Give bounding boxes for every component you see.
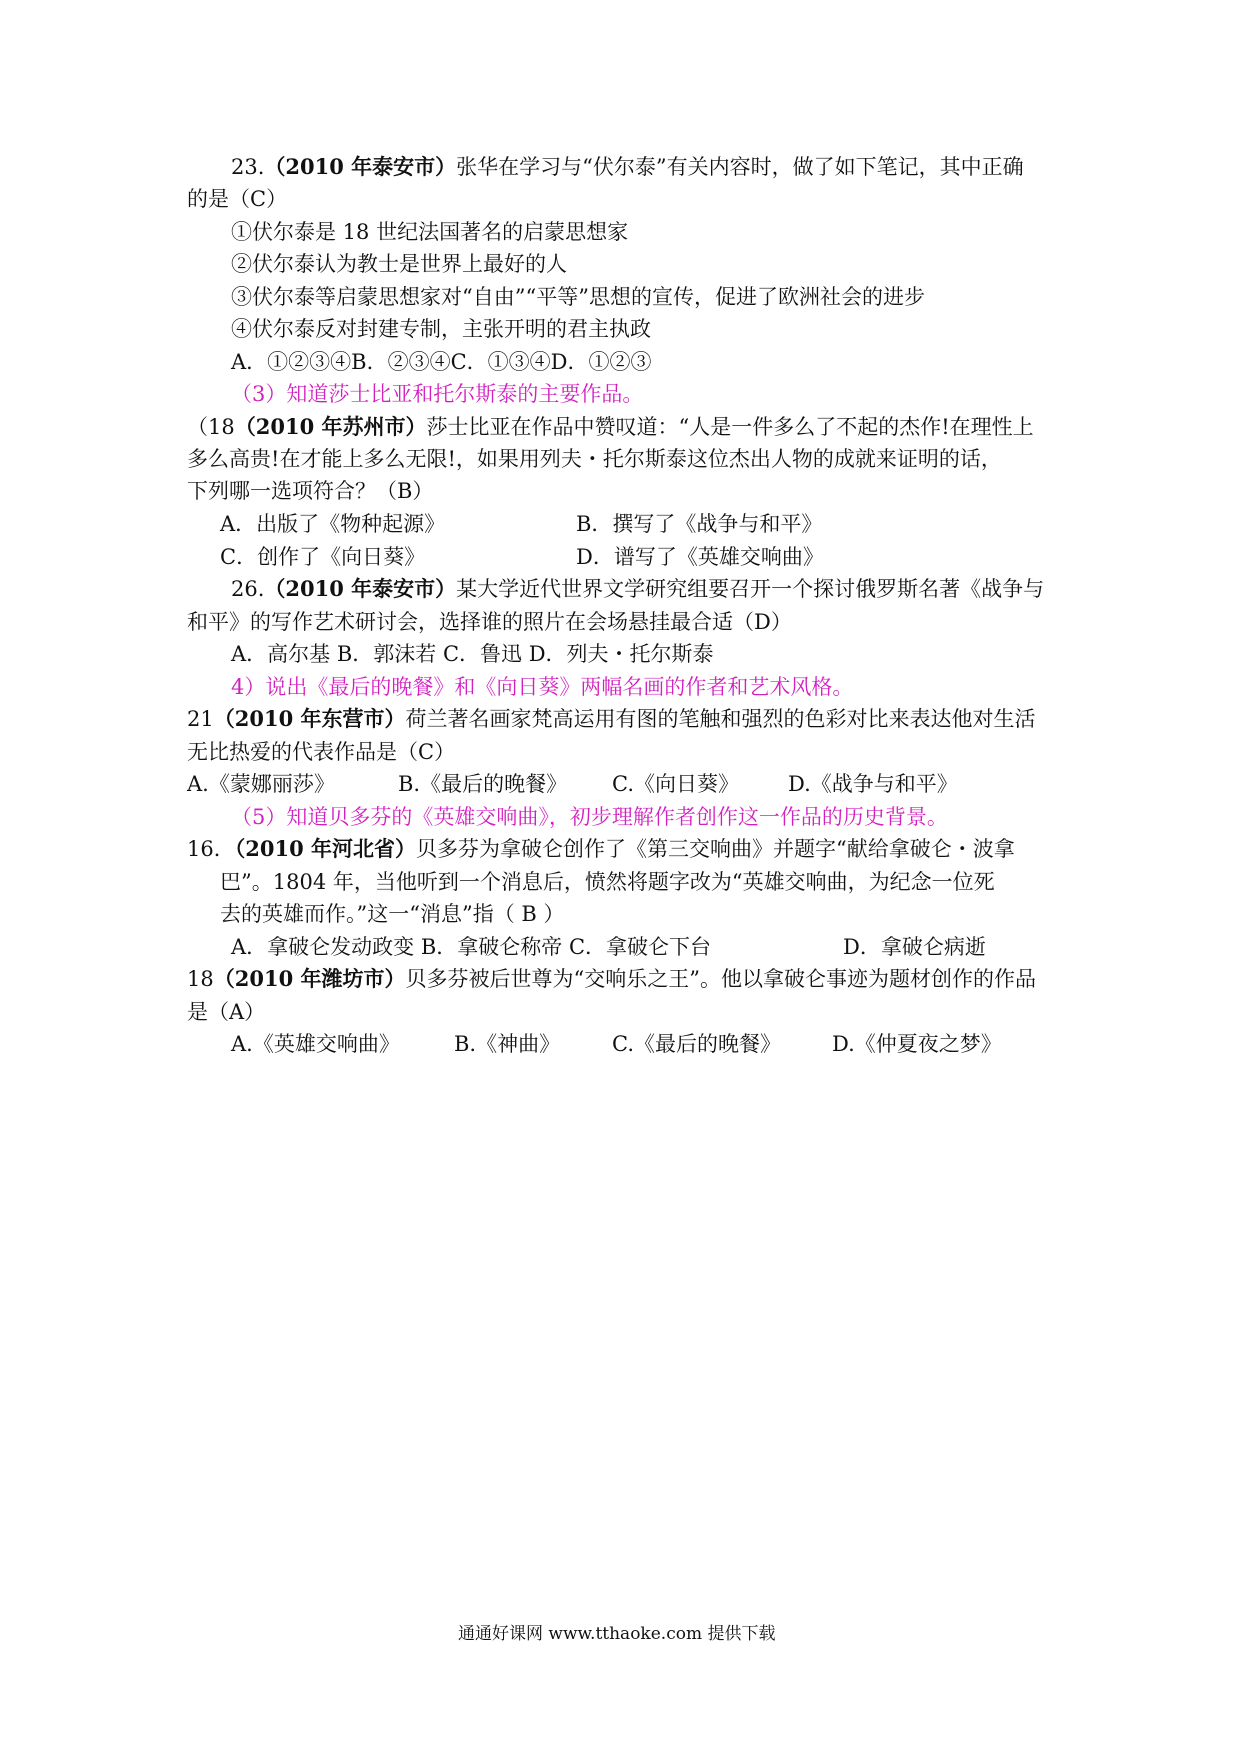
q18a-stem-text1: 莎士比亚在作品中赞叹道：“人是一件多么了不起的杰作!在理性上: [426, 415, 1034, 439]
q18b-option-a: A.《英雄交响曲》: [231, 1032, 400, 1056]
q18a-option-a: A．出版了《物种起源》: [220, 512, 446, 536]
q23-stem-text1: 张华在学习与“伏尔泰”有关内容时，做了如下笔记，其中正确: [456, 155, 1024, 179]
q18a-option-d: D．谱写了《英雄交响曲》: [576, 545, 824, 569]
q16-option-d: D．拿破仑病逝: [843, 935, 986, 959]
q23-item-4: ④伏尔泰反对封建专制，主张开明的君主执政: [231, 317, 651, 341]
q16-stem-line1: [187, 835, 1015, 863]
q26-number: 26.: [231, 577, 265, 601]
section-heading-3: （3）知道莎士比亚和托尔斯泰的主要作品。: [231, 382, 644, 406]
q16-number: 16．: [187, 837, 235, 861]
q23-item-3: ③伏尔泰等启蒙思想家对“自由”“平等”思想的宣传，促进了欧洲社会的进步: [231, 285, 925, 309]
q21-option-c: C.《向日葵》: [612, 772, 739, 796]
q21-stem-line2: 无比热爱的代表作品是（C）: [187, 740, 456, 764]
section-heading-4: 4）说出《最后的晚餐》和《向日葵》两幅名画的作者和艺术风格。: [231, 675, 854, 699]
q18b-number: 18: [187, 967, 214, 991]
q18b-source: （2010 年潍坊市）: [213, 966, 406, 991]
q18a-stem-line2: 多么高贵!在才能上多么无限!，如果用列夫・托尔斯泰这位杰出人物的成就来证明的话，: [187, 447, 1002, 471]
q16-stem-text1: 贝多芬为拿破仑创作了《第三交响曲》并题字“献给拿破仑・波拿: [416, 837, 1015, 861]
q16-source: （2010 年河北省）: [234, 836, 416, 861]
q18b-stem-line2: 是（A）: [187, 1000, 266, 1024]
q18a-number: （18: [187, 415, 235, 439]
q23-options: A．①②③④B．②③④C．①③④D．①②③: [231, 350, 652, 374]
q18b-option-c: C.《最后的晚餐》: [612, 1032, 781, 1056]
q18a-source: （2010 年苏州市）: [234, 414, 427, 439]
q18b-stem-line1: [187, 965, 1036, 993]
q18b-option-b: B.《神曲》: [454, 1032, 561, 1056]
q21-stem-line1: [187, 705, 1036, 733]
q26-stem-line2: 和平》的写作艺术研讨会，选择谁的照片在会场悬挂最合适（D）: [187, 610, 792, 634]
q21-option-d: D.《战争与和平》: [788, 772, 958, 796]
q16-stem-line2: 巴”。1804 年，当他听到一个消息后，愤然将题字改为“英雄交响曲，为纪念一位死: [220, 870, 995, 894]
q16-stem-line3: 去的英雄而作。”这一“消息”指（ B ）: [220, 902, 565, 926]
q18b-option-d: D.《仲夏夜之梦》: [832, 1032, 1002, 1056]
q26-source: （2010 年泰安市）: [264, 576, 457, 601]
q21-stem-text1: 荷兰著名画家梵高运用有图的笔触和强烈的色彩对比来表达他对生活: [405, 707, 1036, 731]
q23-item-1: ①伏尔泰是 18 世纪法国著名的启蒙思想家: [231, 220, 629, 244]
q26-stem-text1: 某大学近代世界文学研究组要召开一个探讨俄罗斯名著《战争与: [456, 577, 1045, 601]
q26-options: A．高尔基 B．郭沫若 C．鲁迅 D．列夫・托尔斯泰: [231, 642, 714, 666]
q23-stem-line1: [231, 153, 1024, 181]
q21-number: 21: [187, 707, 214, 731]
q18a-stem-line3: 下列哪一选项符合？（B）: [187, 479, 434, 503]
section-heading-5: （5）知道贝多芬的《英雄交响曲》，初步理解作者创作这一作品的历史背景。: [231, 805, 948, 829]
q23-source: （2010 年泰安市）: [264, 154, 457, 179]
q18a-option-c: C．创作了《向日葵》: [220, 545, 426, 569]
q18b-stem-text1: 贝多芬被后世尊为“交响乐之王”。他以拿破仑事迹为题材创作的作品: [405, 967, 1036, 991]
page-footer: 通通好课网 www.tthaoke.com 提供下载: [458, 1624, 776, 1644]
q23-stem-line2: 的是（C）: [187, 187, 288, 211]
q21-source: （2010 年东营市）: [213, 706, 406, 731]
q21-option-b: B.《最后的晚餐》: [398, 772, 568, 796]
q23-item-2: ②伏尔泰认为教士是世界上最好的人: [231, 252, 567, 276]
q23-number: 23.: [231, 155, 265, 179]
q21-option-a: A.《蒙娜丽莎》: [187, 772, 335, 796]
q16-options-abc: A．拿破仑发动政变 B．拿破仑称帝 C．拿破仑下台: [231, 935, 712, 959]
q26-stem-line1: [231, 575, 1044, 603]
q18a-stem-line1: [187, 413, 1034, 441]
q18a-option-b: B．撰写了《战争与和平》: [576, 512, 823, 536]
